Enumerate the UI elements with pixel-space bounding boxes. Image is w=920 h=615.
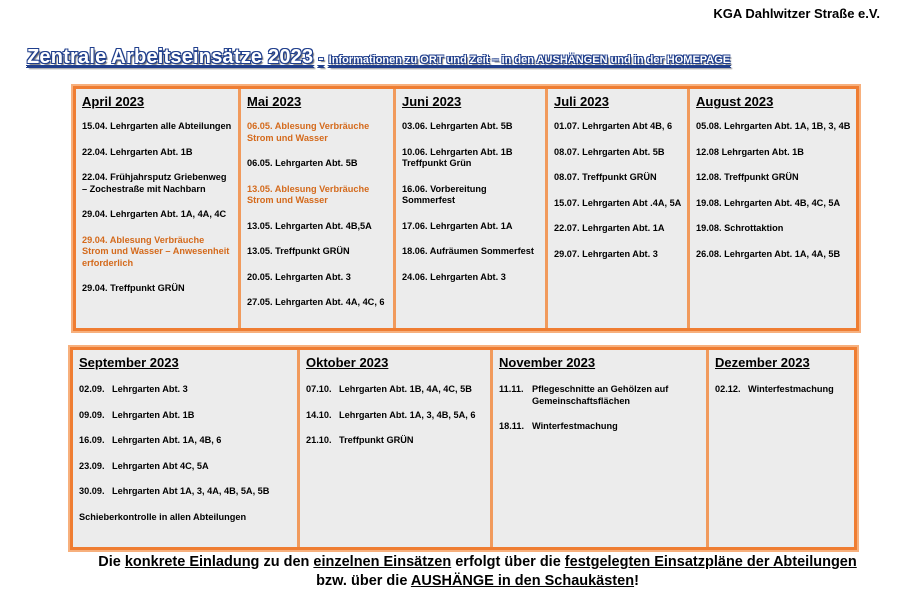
footer-text-segment: Die xyxy=(98,554,125,570)
entry-date: 22.07. xyxy=(554,223,580,233)
month-column-november-2023 xyxy=(493,350,709,547)
entry-text: Pflegeschnitte an Gehölzen auf Gemeinschaftsflächen xyxy=(532,384,669,406)
footer-text-segment: konkrete Einladung xyxy=(124,554,260,570)
schedule-entry xyxy=(696,121,851,133)
page-title xyxy=(27,46,730,69)
schedule-entry xyxy=(82,172,233,195)
month-heading: November 2023 xyxy=(499,355,596,370)
title-main: Zentrale Arbeitseinsätze 2023 xyxy=(27,46,314,68)
entry-text: Lehrgarten Abt. 5B xyxy=(430,121,513,131)
schedule-entry xyxy=(306,410,485,422)
entry-text: Lehrgarten Abt. 4A, 4C, 6 xyxy=(275,297,385,307)
calendar-row-april-august xyxy=(73,86,859,331)
month-column-oktober-2023 xyxy=(300,350,493,547)
footer-text-segment: bzw. über die xyxy=(316,573,411,589)
entry-date: 17.06. xyxy=(402,220,428,231)
footer-line-1 xyxy=(0,553,920,572)
entry-text: Treffpunkt GRÜN xyxy=(582,172,657,182)
entry-text: Lehrgarten Abt. 1A, 4A, 5B xyxy=(724,248,841,259)
entry-date: 13.05. xyxy=(247,220,273,231)
month-heading: August 2023 xyxy=(696,94,774,109)
month-heading: Mai 2023 xyxy=(247,94,302,109)
schedule-entry xyxy=(79,384,292,396)
entry-text: Vorbereitung Sommerfest xyxy=(402,183,487,205)
entry-text: Lehrgarten Abt. 5B xyxy=(275,158,358,168)
entry-date: 16.09. xyxy=(79,435,105,445)
entry-date: 18.11. xyxy=(499,421,525,431)
entry-text: Lehrgarten Abt. 1A, 4A, 4C xyxy=(110,209,227,219)
schedule-entry xyxy=(306,384,485,396)
entry-text: Ablesung Verbräuche Strom und Wasser xyxy=(247,121,370,143)
schedule-entry xyxy=(79,512,292,524)
entry-date: 29.04. xyxy=(82,283,108,293)
schedule-entry xyxy=(402,272,540,284)
entry-text: Lehrgarten Abt. 3 xyxy=(582,248,658,259)
month-column-april-2023 xyxy=(76,89,241,328)
footer-text-segment: zu den xyxy=(259,554,314,570)
entry-text: Lehrgarten Abt. 1B xyxy=(721,146,804,157)
footer-notice xyxy=(0,553,920,591)
schedule-entry xyxy=(554,198,682,210)
entry-date: 12.08. xyxy=(696,172,722,182)
entry-date: 13.05. xyxy=(247,246,273,256)
entry-text: Lehrgarten Abt. 1B, 4A, 4C, 5B xyxy=(339,384,472,394)
entry-date: 21.10. xyxy=(306,435,332,445)
schedule-entry xyxy=(82,121,233,133)
entry-date: 30.09. xyxy=(79,486,105,496)
schedule-entry xyxy=(696,147,851,159)
entry-text: Lehrgarten Abt. 3 xyxy=(275,271,351,282)
entry-date: 07.10. xyxy=(306,384,332,394)
entry-text: Lehrgarten alle Abteilungen xyxy=(110,121,232,131)
footer-line-2 xyxy=(0,572,920,591)
entry-text: Lehrgarten Abt. 5B xyxy=(582,146,665,157)
month-column-mai-2023 xyxy=(241,89,396,328)
entry-text: Winterfestmachung xyxy=(748,384,834,394)
schedule-entry xyxy=(306,435,485,447)
schedule-entry xyxy=(79,486,292,498)
entry-text: Lehrgarten Abt. 3 xyxy=(430,271,506,282)
entry-text: Ablesung Verbräuche Strom und Wasser xyxy=(247,183,370,205)
entry-date: 20.05. xyxy=(247,271,273,282)
schedule-entry xyxy=(82,235,233,270)
entry-date: 18.06. xyxy=(402,246,428,256)
schedule-entry xyxy=(554,249,682,261)
entry-date: 12.08 xyxy=(696,146,719,157)
month-column-dezember-2023 xyxy=(709,350,854,547)
entry-date: 11.11. xyxy=(499,384,524,394)
month-heading: April 2023 xyxy=(82,94,145,109)
schedule-entry xyxy=(79,410,292,422)
entry-text: Treffpunkt GRÜN xyxy=(339,435,414,445)
entry-date: 15.04. xyxy=(82,121,108,131)
footer-text-segment: ! xyxy=(634,573,639,589)
schedule-entry xyxy=(82,283,233,295)
entry-text: Lehrgarten Abt .4A, 5A xyxy=(582,197,682,208)
entry-text: Lehrgarten Abt. 1A xyxy=(430,220,513,231)
entry-date: 14.10. xyxy=(306,409,332,420)
entry-date: 29.04. xyxy=(82,234,108,245)
entry-date: 15.07. xyxy=(554,197,580,208)
entry-date: 22.04. xyxy=(82,146,108,157)
month-heading: Oktober 2023 xyxy=(306,355,389,370)
entry-text: Aufräumen Sommerfest xyxy=(429,246,534,256)
entry-text: Lehrgarten Abt 4C, 5A xyxy=(112,460,209,471)
entry-text: Lehrgarten Abt. 1A, 3, 4B, 5A, 6 xyxy=(339,409,476,420)
entry-date: 22.04. xyxy=(82,172,108,182)
schedule-entry xyxy=(499,384,701,407)
month-column-september-2023 xyxy=(73,350,300,547)
schedule-entry xyxy=(402,184,540,207)
schedule-entry xyxy=(82,147,233,159)
entry-text: Lehrgarten Abt 1A, 3, 4A, 4B, 5A, 5B xyxy=(112,486,270,496)
schedule-entry xyxy=(402,221,540,233)
schedule-entry xyxy=(402,121,540,133)
entry-text: Lehrgarten Abt 4B, 6 xyxy=(582,121,673,131)
entry-date: 08.07. xyxy=(554,146,580,157)
schedule-entry xyxy=(554,223,682,235)
schedule-entry xyxy=(79,461,292,473)
entry-date: 29.04. xyxy=(82,209,108,219)
entry-date: 02.09. xyxy=(79,384,105,394)
schedule-entry xyxy=(554,121,682,133)
month-heading: Juni 2023 xyxy=(402,94,462,109)
schedule-entry xyxy=(554,172,682,184)
entry-text: Frühjahrsputz Griebenweg – Zochestraße mit Nachbarn xyxy=(82,172,227,194)
footer-text-segment: festgelegten Einsatzpläne der Abteilungen xyxy=(564,554,857,570)
month-heading: Juli 2023 xyxy=(554,94,609,109)
entry-text: Lehrgarten Abt. 1A xyxy=(582,223,665,233)
footer-text-segment: AUSHÄNGE in den Schaukästen xyxy=(410,573,635,589)
entry-date: 06.05. xyxy=(247,121,273,131)
schedule-entry xyxy=(402,246,540,258)
entry-date: 09.09. xyxy=(79,409,105,420)
entry-date: 23.09. xyxy=(79,460,105,471)
schedule-entry xyxy=(402,147,540,170)
month-heading: Dezember 2023 xyxy=(715,355,810,370)
month-column-august-2023 xyxy=(690,89,856,328)
footer-text-segment: einzelnen Einsätzen xyxy=(313,554,452,570)
entry-date: 27.05. xyxy=(247,297,273,307)
schedule-entry xyxy=(696,249,851,261)
schedule-entry xyxy=(715,384,849,396)
schedule-entry xyxy=(499,421,701,433)
entry-date: 01.07. xyxy=(554,121,580,131)
footer-text-segment: erfolgt über die xyxy=(451,554,565,570)
title-subtitle: Informationen zu ORT und Zeit – in den AUSHÄNGEN und in der HOMEPAGE xyxy=(328,54,731,66)
entry-text: Schieberkontrolle in allen Abteilungen xyxy=(79,511,247,522)
title-separator: - xyxy=(318,50,324,67)
entry-date: 24.06. xyxy=(402,271,428,282)
entry-date: 05.08. xyxy=(696,121,722,131)
calendar-row-september-december xyxy=(70,347,857,550)
month-column-juni-2023 xyxy=(396,89,548,328)
schedule-entry xyxy=(696,223,851,235)
schedule-entry xyxy=(696,172,851,184)
schedule-entry xyxy=(247,272,388,284)
schedule-entry xyxy=(247,297,388,309)
schedule-entry xyxy=(82,209,233,221)
entry-text: Treffpunkt GRÜN xyxy=(724,172,799,182)
entry-text: Schrottaktion xyxy=(724,223,784,233)
schedule-entry xyxy=(247,184,388,207)
schedule-entry xyxy=(247,121,388,144)
entry-date: 13.05. xyxy=(247,183,273,194)
schedule-entry xyxy=(247,246,388,258)
entry-text: Lehrgarten Abt. 3 xyxy=(112,384,188,394)
entry-date: 26.08. xyxy=(696,248,722,259)
organization-name: KGA Dahlwitzer Straße e.V. xyxy=(713,6,880,21)
entry-date: 10.06. xyxy=(402,146,428,157)
entry-text: Ablesung Verbräuche Strom und Wasser – Anwesenheit erforderlich xyxy=(82,234,230,268)
entry-date: 06.05. xyxy=(247,158,273,168)
entry-date: 16.06. xyxy=(402,183,428,194)
entry-text: Lehrgarten Abt. 4B,5A xyxy=(275,220,372,231)
entry-date: 02.12. xyxy=(715,384,741,394)
entry-date: 19.08. xyxy=(696,223,722,233)
entry-text: Lehrgarten Abt. 1B Treffpunkt Grün xyxy=(402,146,513,168)
schedule-entry xyxy=(79,435,292,447)
month-heading: September 2023 xyxy=(79,355,179,370)
entry-text: Treffpunkt GRÜN xyxy=(110,283,185,293)
schedule-entry xyxy=(247,158,388,170)
entry-text: Lehrgarten Abt. 1A, 1B, 3, 4B xyxy=(724,121,851,131)
entry-date: 03.06. xyxy=(402,121,428,131)
entry-text: Lehrgarten Abt. 1B xyxy=(112,409,195,420)
month-column-juli-2023 xyxy=(548,89,690,328)
entry-date: 08.07. xyxy=(554,172,580,182)
entry-text: Lehrgarten Abt. 1B xyxy=(110,146,193,157)
entry-text: Lehrgarten Abt. 1A, 4B, 6 xyxy=(112,435,222,445)
schedule-entry xyxy=(554,147,682,159)
schedule-entry xyxy=(696,198,851,210)
entry-text: Lehrgarten Abt. 4B, 4C, 5A xyxy=(724,197,841,208)
entry-date: 29.07. xyxy=(554,248,580,259)
entry-date: 19.08. xyxy=(696,197,722,208)
entry-text: Winterfestmachung xyxy=(532,421,618,431)
entry-text: Treffpunkt GRÜN xyxy=(275,246,350,256)
schedule-entry xyxy=(247,221,388,233)
